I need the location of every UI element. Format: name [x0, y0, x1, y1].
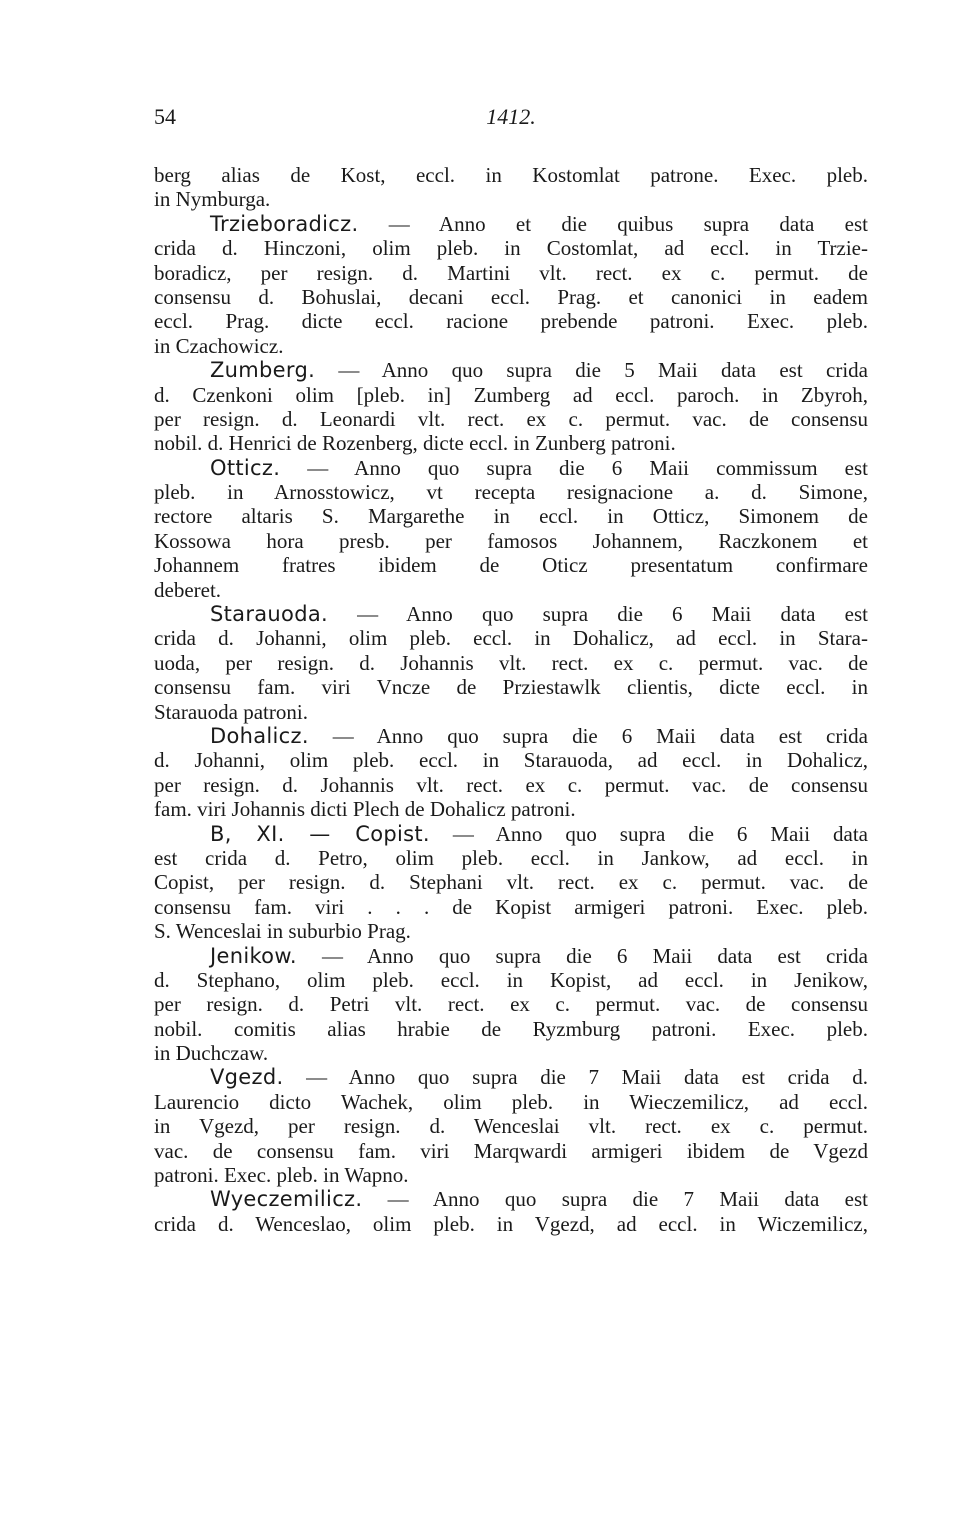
- text-line: [154, 163, 868, 187]
- line-text: d. Johanni, olim pleb. eccl. in Starauoda, ad eccl. in Dohalicz,: [154, 748, 868, 773]
- line-text: consensu d. Bohuslai, decani eccl. Prag. et canonici in eadem: [154, 284, 868, 309]
- entry-heading: Vgezd.: [210, 1065, 284, 1090]
- text-line: [154, 870, 868, 894]
- line-text: vac. de consensu fam. viri Marqwardi armigeri ibidem de Vgezd: [154, 1138, 868, 1163]
- text-line: [154, 700, 868, 724]
- entry-heading: Wyeczemilicz.: [210, 1187, 363, 1212]
- running-title-year: 1412.: [486, 104, 536, 129]
- text-line: [154, 358, 868, 382]
- line-text: crida d. Johanni, olim pleb. eccl. in Dohalicz, ad eccl. in Stara-: [154, 626, 868, 651]
- text-line: [154, 992, 868, 1016]
- line-text: in Vgezd, per resign. d. Wenceslai vlt. rect. ex c. permut.: [154, 1114, 868, 1139]
- text-line: [154, 553, 868, 577]
- line-text: eccl. Prag. dicte eccl. racione prebende patroni. Exec. pleb.: [154, 309, 868, 334]
- text-line: [154, 1114, 868, 1138]
- line-text: crida d. Wenceslao, olim pleb. in Vgezd, ad eccl. in Wiczemilicz,: [154, 1211, 868, 1236]
- text-line: [154, 773, 868, 797]
- text-line: [154, 724, 868, 748]
- text-line: [154, 919, 868, 943]
- line-text: Laurencio dicto Wachek, olim pleb. in Wieczemilicz, ad eccl.: [154, 1089, 868, 1114]
- line-text: deberet.: [154, 577, 222, 602]
- text-line: [154, 1017, 868, 1041]
- text-line: [154, 626, 868, 650]
- line-text: fam. viri Johannis dicti Plech de Dohalicz patroni.: [154, 797, 576, 822]
- line-text: per resign. d. Johannis vlt. rect. ex c. permut. vac. de consensu: [154, 772, 868, 797]
- text-line: [154, 309, 868, 333]
- text-line: [154, 334, 868, 358]
- text-line: [154, 1041, 868, 1065]
- line-text: per resign. d. Petri vlt. rect. ex c. permut. vac. de consensu: [154, 992, 868, 1017]
- line-text: in Nymburga.: [154, 187, 271, 212]
- text-line: [154, 1163, 868, 1187]
- text-line: [154, 504, 868, 528]
- line-text: — Anno quo supra die 6 Maii data est: [327, 602, 868, 627]
- text-line: [154, 456, 868, 480]
- text-line: [154, 944, 868, 968]
- text-line: [154, 578, 868, 602]
- entry-heading: B, XI. — Copist.: [210, 821, 430, 846]
- body-text: [154, 163, 868, 1236]
- line-text: — Anno quo supra die 6 Maii data est crida: [296, 943, 868, 968]
- line-text: per resign. d. Leonardi vlt. rect. ex c. permut. vac. de consensu: [154, 406, 868, 431]
- line-text: patroni. Exec. pleb. in Wapno.: [154, 1163, 409, 1188]
- text-line: [154, 675, 868, 699]
- line-text: rectore altaris S. Margarethe in eccl. in Otticz, Simonem de: [154, 504, 868, 529]
- text-line: [154, 1187, 868, 1211]
- text-line: [154, 602, 868, 626]
- line-text: — Anno quo supra die 6 Maii commissum est: [280, 455, 868, 480]
- line-text: — Anno quo supra die 7 Maii data est crida d.: [283, 1065, 868, 1090]
- line-text: berg alias de Kost, eccl. in Kostomlat patrone. Exec. pleb.: [154, 163, 868, 187]
- text-line: [154, 431, 868, 455]
- line-text: — Anno quo supra die 5 Maii data est crida: [315, 358, 868, 383]
- text-line: [154, 846, 868, 870]
- text-line: [154, 1139, 868, 1163]
- text-line: [154, 822, 868, 846]
- line-text: — Anno quo supra die 7 Maii data est: [362, 1187, 868, 1212]
- line-text: S. Wenceslai in suburbio Prag.: [154, 919, 411, 944]
- text-line: [154, 651, 868, 675]
- text-line: [154, 1212, 868, 1236]
- line-text: d. Stephano, olim pleb. eccl. in Kopist, ad eccl. in Jenikow,: [154, 967, 868, 992]
- text-line: [154, 383, 868, 407]
- text-line: [154, 895, 868, 919]
- text-line: [154, 285, 868, 309]
- text-line: [154, 236, 868, 260]
- text-line: [154, 1090, 868, 1114]
- line-text: nobil. d. Henrici de Rozenberg, dicte eccl. in Zunberg patroni.: [154, 431, 676, 456]
- line-text: Kossowa hora presb. per famosos Johannem, Raczkonem et: [154, 528, 868, 553]
- line-text: in Czachowicz.: [154, 333, 284, 358]
- entry-heading: Trzieboradicz.: [210, 211, 359, 236]
- page-number: 54: [154, 104, 176, 129]
- line-text: Starauoda patroni.: [154, 699, 308, 724]
- text-line: [154, 407, 868, 431]
- text-line: [154, 212, 868, 236]
- entry-heading: Zumberg.: [210, 358, 316, 383]
- text-line: [154, 1065, 868, 1089]
- line-text: consensu fam. viri . . . de Kopist armigeri patroni. Exec. pleb.: [154, 894, 868, 919]
- text-line: [154, 968, 868, 992]
- line-text: — Anno quo supra die 6 Maii data est crida: [308, 723, 868, 748]
- line-text: nobil. comitis alias hrabie de Ryzmburg patroni. Exec. pleb.: [154, 1016, 868, 1041]
- entry-heading: Starauoda.: [210, 602, 328, 627]
- line-text: d. Czenkoni olim [pleb. in] Zumberg ad eccl. paroch. in Zbyroh,: [154, 382, 868, 407]
- line-text: uoda, per resign. d. Johannis vlt. rect. ex c. permut. vac. de: [154, 650, 868, 675]
- text-line: [154, 480, 868, 504]
- entry-heading: Jenikow.: [210, 943, 297, 968]
- line-text: Copist, per resign. d. Stephani vlt. rect. ex c. permut. vac. de: [154, 870, 868, 895]
- line-text: boradicz, per resign. d. Martini vlt. rect. ex c. permut. de: [154, 260, 868, 285]
- line-text: consensu fam. viri Vncze de Prziestawlk clientis, dicte eccl. in: [154, 675, 868, 700]
- line-text: crida d. Hinczoni, olim pleb. in Costomlat, ad eccl. in Trzie-: [154, 236, 868, 261]
- line-text: est crida d. Petro, olim pleb. eccl. in Jankow, ad eccl. in: [154, 845, 868, 870]
- running-header: [154, 102, 868, 132]
- line-text: in Duchczaw.: [154, 1041, 269, 1066]
- line-text: — Anno et die quibus supra data est: [358, 211, 868, 236]
- line-text: pleb. in Arnosstowicz, vt recepta resignacione a. d. Simone,: [154, 480, 868, 505]
- line-text: Johannem fratres ibidem de Oticz presentatum confirmare: [154, 553, 868, 578]
- text-line: [154, 187, 868, 211]
- text-line: [154, 797, 868, 821]
- line-text: — Anno quo supra die 6 Maii data: [429, 821, 868, 846]
- entry-heading: Dohalicz.: [210, 723, 309, 748]
- text-line: [154, 261, 868, 285]
- entry-heading: Otticz.: [210, 455, 281, 480]
- text-line: [154, 529, 868, 553]
- text-line: [154, 748, 868, 772]
